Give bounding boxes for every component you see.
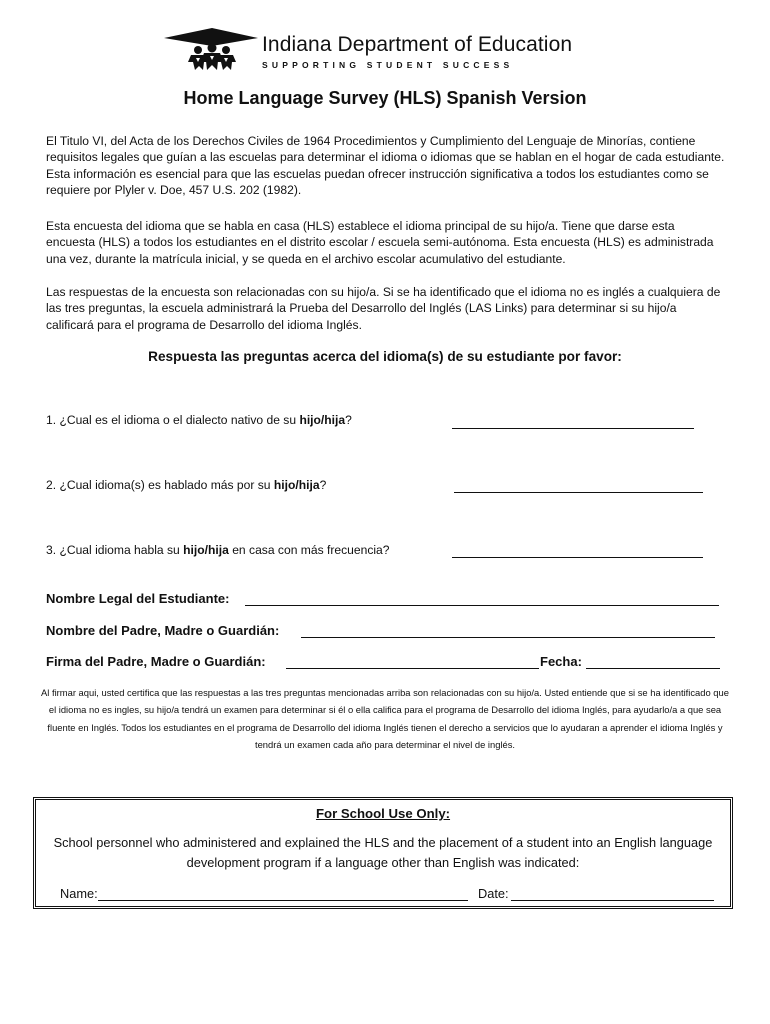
student-name-line[interactable] [245,605,719,606]
org-tagline: SUPPORTING STUDENT SUCCESS [262,60,514,70]
questions-heading: Respuesta las preguntas acerca del idioma(s) de su estudiante por favor: [148,349,622,364]
date-label: Fecha: [540,654,582,669]
header [160,26,572,72]
answer-2-line[interactable] [454,492,703,493]
school-name-label: Name: [60,886,98,901]
parent-name-label: Nombre del Padre, Madre o Guardián: [46,623,280,638]
intro-paragraph-3: Las respuestas de la encuesta son relacionadas con su hijo/a. Si se ha identificado que el idioma no es inglés a cualquiera de las tres preguntas, la escuela administrará la Prueba del Desarrollo del Inglés (LAS Links) para determinar si su hijo/a calificará para el programa de Desarrollo del idioma Inglés. [46,285,721,332]
question-3 [46,543,390,557]
school-date-line[interactable] [511,900,714,901]
date-line[interactable] [586,668,720,669]
parent-name-line[interactable] [301,637,715,638]
student-name-label: Nombre Legal del Estudiante: [46,591,230,606]
graduation-cap-figures-logo-icon [160,26,260,72]
question-emphasis: hijo/hija [273,478,320,492]
question-2 [46,478,326,492]
brand [262,26,572,70]
school-use-text: School personnel who administered and explained the HLS and the placement of a student into an English language development program if a language other than English was indicated: [53,835,713,870]
parent-signature-line[interactable] [286,668,539,669]
org-name: Indiana Department of Education [262,33,573,56]
school-use-title: For School Use Only: [315,806,451,821]
question-emphasis: hijo/hija [299,413,346,427]
school-use-box [33,797,733,909]
question-text-end: ? [345,413,352,427]
intro-paragraph-2: Esta encuesta del idioma que se habla en casa (HLS) establece el idioma principal de su hijo/a. Tiene que darse esta encuesta (HLS) a todos los estudiantes en el distrito escolar / escuela semi-autónoma. Esta encuesta (HLS) es administrada una vez, durante la matrícula inicial, y se queda en el archivo escolar acumulativo del estudiante. [46,219,714,266]
certification-text: Al firmar aqui, usted certifica que las respuestas a las tres preguntas mencionadas arriba son relacionadas con su hijo/a. Usted entiende que si se ha identificado que el idioma no es ingles, su hijo/a tendrá un examen para determinar si él o ella califica para el programa de Desarrollo del idioma Inglés, para ayudarlo/a a que sea fluente en Inglés. Todos los estudiantes en el programa de Desarrollo del idioma Inglés tienen el derecho a servicios que lo ayudaran a aprender el idioma Inglés y tendrá un examen cada año para determinar el nivel de inglés. [41,687,729,751]
question-1 [46,413,352,427]
document-title: Home Language Survey (HLS) Spanish Version [183,88,587,108]
school-name-line[interactable] [98,900,468,901]
answer-1-line[interactable] [452,428,694,429]
parent-signature-label: Firma del Padre, Madre o Guardián: [46,654,266,669]
question-text-end: ? [319,478,327,492]
question-emphasis: hijo/hija [183,543,229,557]
answer-3-line[interactable] [452,557,703,558]
question-text: 1. ¿Cual es el idioma o el dialecto nativo de su [46,413,300,427]
question-text: 3. ¿Cual idioma habla su [46,543,184,557]
school-date-label: Date: [478,886,509,901]
question-text: 2. ¿Cual idioma(s) es hablado más por su [46,478,274,492]
question-text-end: en casa con más frecuencia? [228,543,390,557]
intro-paragraph-1: El Titulo VI, del Acta de los Derechos Civiles de 1964 Procedimientos y Cumplimiento del Lenguaje de Minorías, contiene requisitos legales que guían a las escuelas para determinar el idioma o idiomas que se hablan en el hogar de cada estudiante. Esta información es esencial para que las escuelas puedan ofrecer instrucción significativa a todos los estudiantes como se requiere por Plyler v. Doe, 457 U.S. 202 (1982). [46,134,725,198]
